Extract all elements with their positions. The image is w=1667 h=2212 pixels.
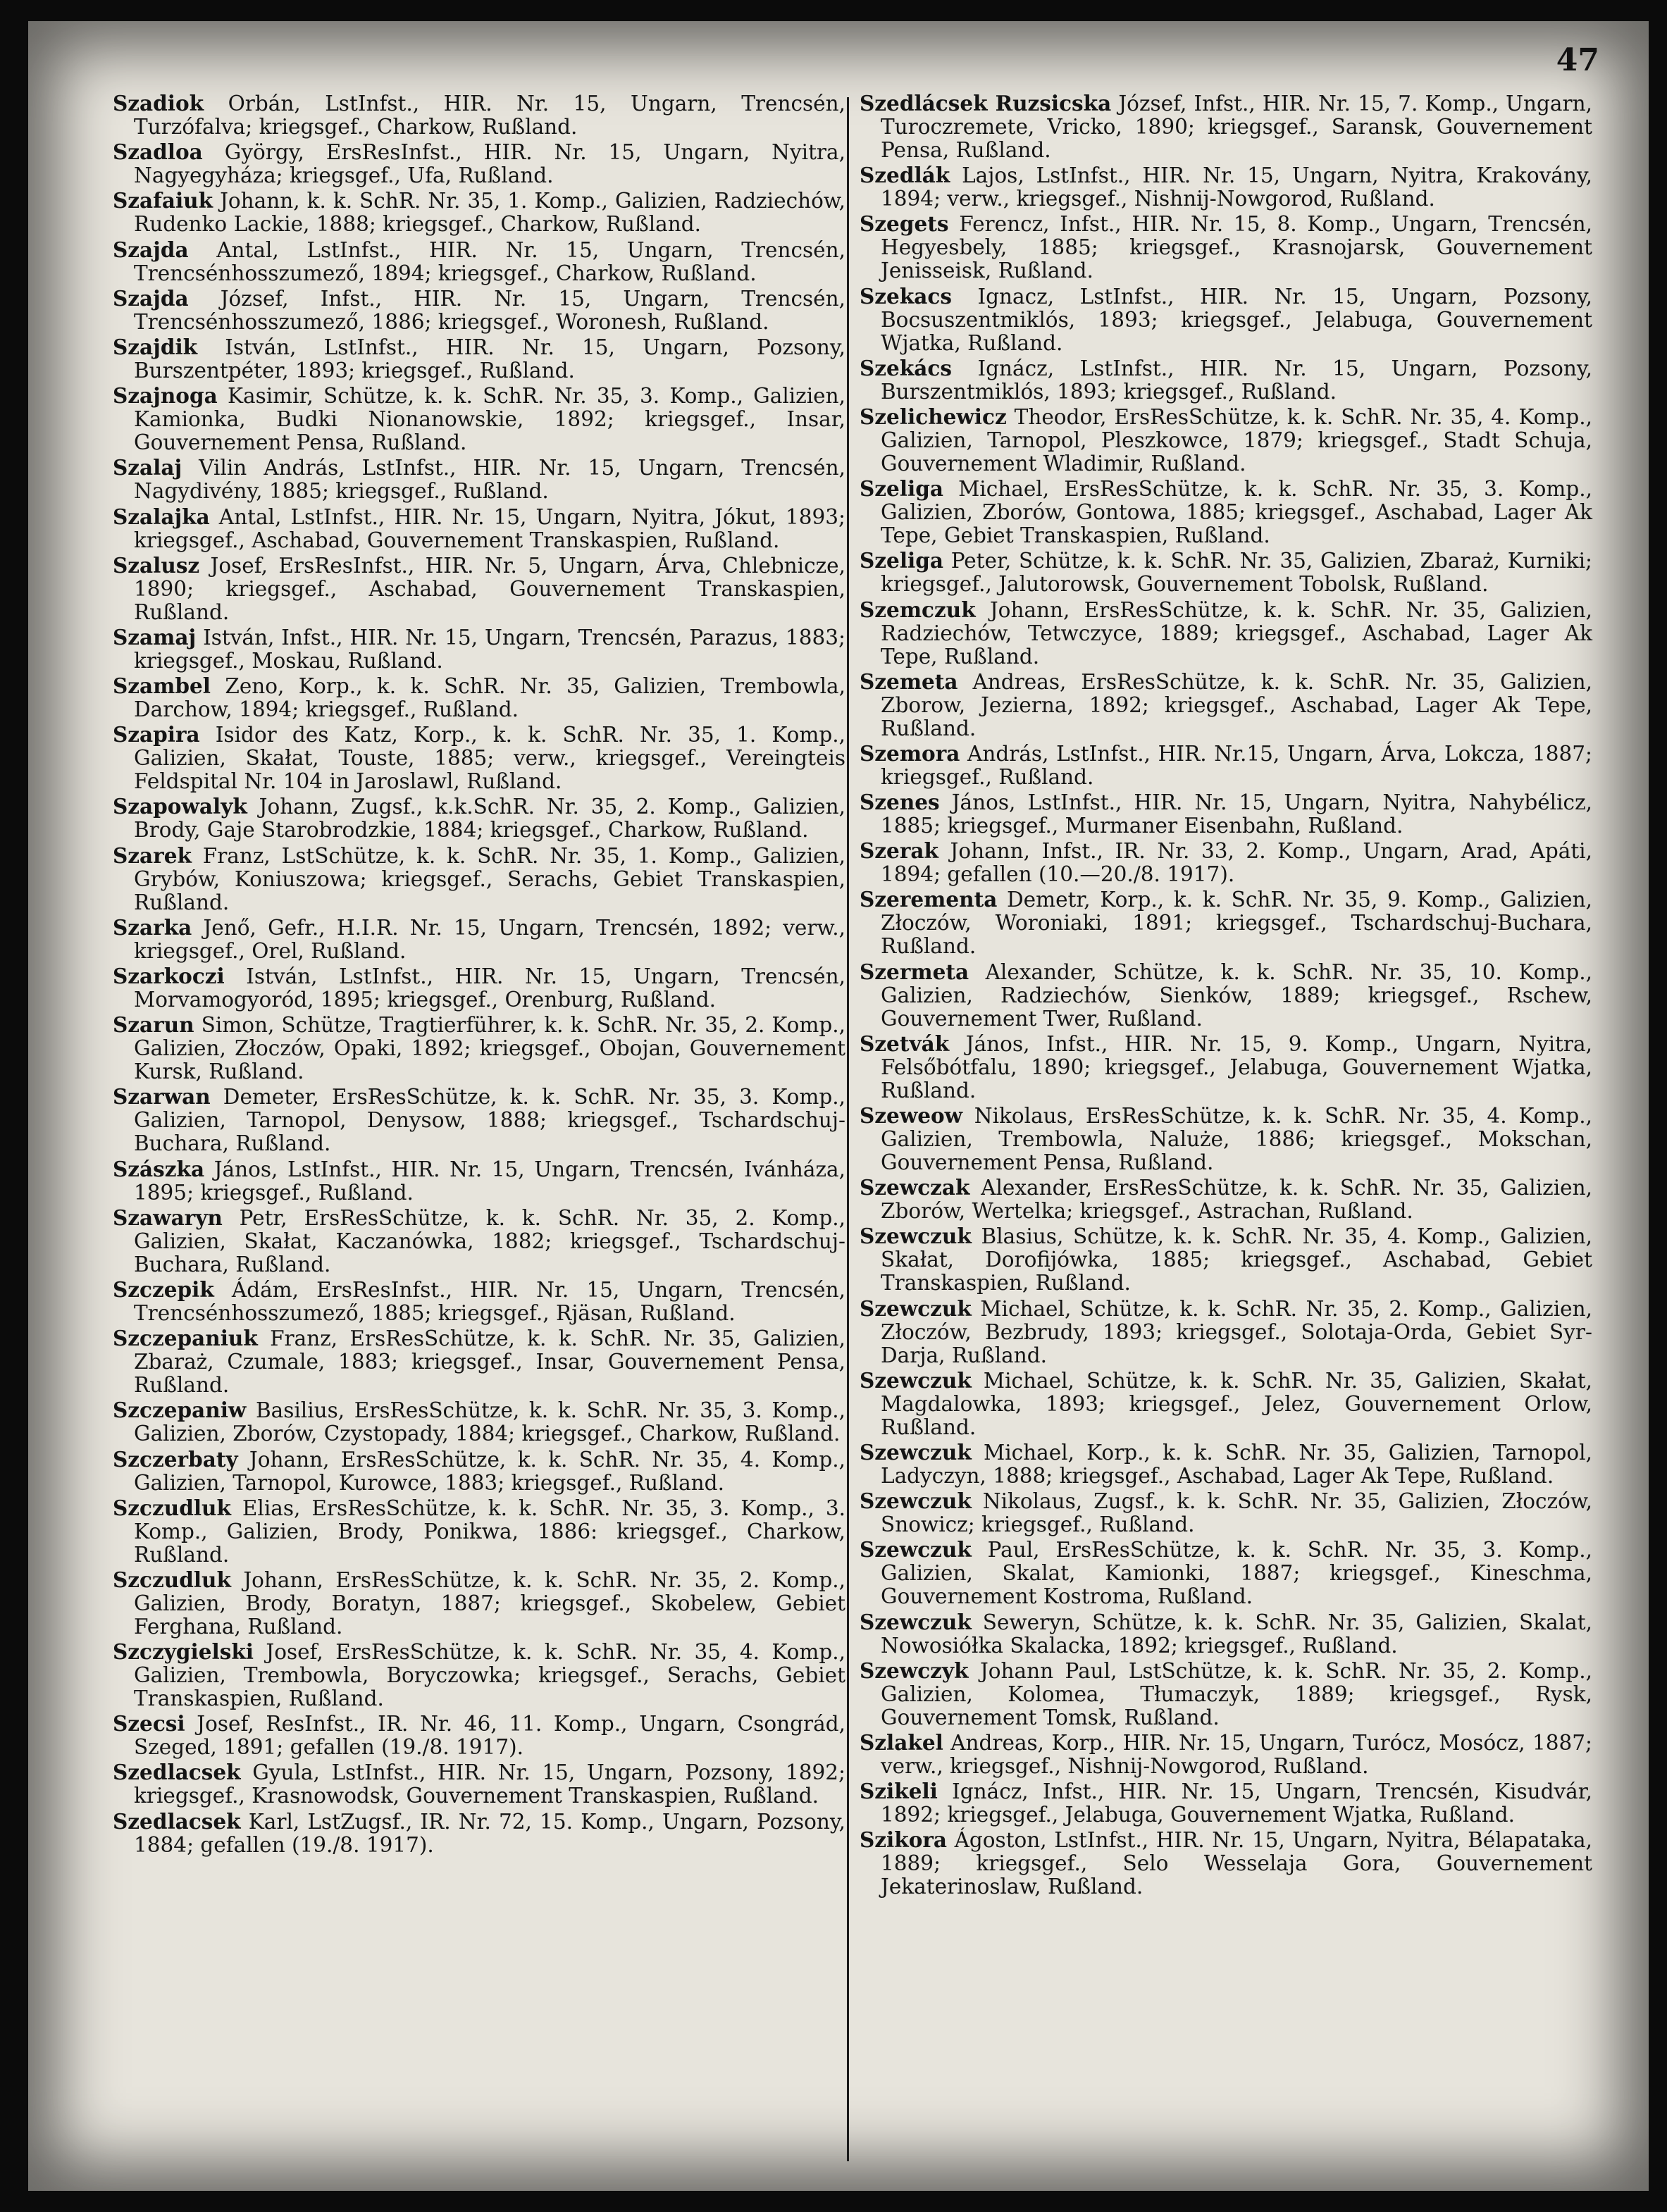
entry-surname: Szewczuk <box>860 1609 972 1634</box>
entry-surname: Szadloa <box>113 139 203 165</box>
casualty-entry <box>113 238 845 285</box>
entry-surname: Szedlácsek Ruzsicska <box>860 91 1112 116</box>
entry-surname: Szajdik <box>113 334 198 359</box>
casualty-entry <box>113 964 845 1012</box>
casualty-entry <box>860 477 1592 547</box>
casualty-entry <box>113 1568 845 1639</box>
entry-details: Blasius, Schütze, k. k. SchR. Nr. 35, 4. Komp., Galizien, Skałat, Dorofijówka, 1885; kriegsgef., Aschabad, Gebiet Transkaspien, Rußland. <box>881 1224 1592 1295</box>
casualty-entry <box>113 795 845 842</box>
entry-surname: Szapira <box>113 722 200 747</box>
entry-details: Josef, ErsResInfst., HIR. Nr. 5, Ungarn, Árva, Chlebnicze, 1890; kriegsgef., Aschabad, Gouvernement Transkaspien, Rußland. <box>134 553 845 624</box>
entry-surname: Szedlacsek <box>113 1808 241 1834</box>
page-number: 47 <box>1556 42 1599 78</box>
casualty-entry <box>860 1032 1592 1102</box>
entry-surname: Szafaiuk <box>113 188 213 213</box>
casualty-entry <box>113 1640 845 1710</box>
casualty-entry <box>860 1731 1592 1778</box>
entry-details: Michael, Schütze, k. k. SchR. Nr. 35, 2. Komp., Galizien, Złoczów, Bezbrudy, 1893; kriegsgef., Solotaja-Orda, Gebiet Syr-Darja, Rußland. <box>881 1296 1592 1367</box>
entry-details: Josef, ErsResSchütze, k. k. SchR. Nr. 35, 4. Komp., Galizien, Trembowla, Boryczowka; kriegsgef., Serachs, Gebiet Transkaspien, Rußland. <box>134 1640 845 1711</box>
entry-details: Andreas, ErsResSchütze, k. k. SchR. Nr. 35, Galizien, Zborow, Jezierna, 1892; kriegsgef., Aschabad, Lager Ak Tepe, Rußland. <box>881 669 1592 740</box>
entry-surname: Szawaryn <box>113 1205 223 1230</box>
casualty-entry <box>860 1369 1592 1439</box>
casualty-entry <box>860 670 1592 740</box>
casualty-entry <box>113 916 845 963</box>
entry-surname: Szedlacsek <box>113 1760 241 1785</box>
casualty-entry <box>113 505 845 552</box>
entry-details: Johann, Zugsf., k.k.SchR. Nr. 35, 2. Komp., Galizien, Brody, Gaje Starobrodzkie, 1884; kriegsgef., Charkow, Rußland. <box>134 795 845 843</box>
casualty-entry <box>113 456 845 503</box>
entry-details: Andreas, Korp., HIR. Nr. 15, Ungarn, Turócz, Mosócz, 1887; verw., kriegsgef., Nishnij-Nowgorod, Rußland. <box>881 1730 1592 1778</box>
entry-details: Vilin András, LstInfst., HIR. Nr. 15, Ungarn, Trencsén, Nagydivény, 1885; kriegsgef., Rußland. <box>134 456 845 504</box>
entry-surname: Szewczyk <box>860 1658 969 1683</box>
entry-details: Michael, Schütze, k. k. SchR. Nr. 35, Galizien, Skałat, Magdalowka, 1893; kriegsgef., Jelez, Gouvernement Orlow, Rußland. <box>881 1368 1592 1439</box>
entry-surname: Szewczuk <box>860 1295 972 1321</box>
entry-details: Ignacz, LstInfst., HIR. Nr. 15, Ungarn, Pozsony, Bocsuszentmiklós, 1893; kriegsgef., Jelabuga, Gouvernement Wjatka, Rußland. <box>881 284 1592 355</box>
entry-details: János, LstInfst., HIR. Nr. 15, Ungarn, Trencsén, Ivánháza, 1895; kriegsgef., Rußland. <box>134 1157 845 1205</box>
casualty-entry <box>113 1760 845 1808</box>
entry-details: István, LstInfst., HIR. Nr. 15, Ungarn, Trencsén, Morvamogyoród, 1895; kriegsgef., Orenburg, Rußland. <box>134 964 845 1012</box>
entry-details: Demetr, Korp., k. k. SchR. Nr. 35, 9. Komp., Galizien, Złoczów, Woroniaki, 1891; kriegsgef., Tschardschuj-Buchara, Rußland. <box>881 888 1592 959</box>
casualty-entry <box>113 723 845 793</box>
entry-details: Franz, ErsResSchütze, k. k. SchR. Nr. 35, Galizien, Zbaraż, Czumale, 1883; kriegsgef., Insar, Gouvernement Pensa, Rußland. <box>134 1326 845 1398</box>
entry-details: József, Infst., HIR. Nr. 15, 7. Komp., Ungarn, Turoczremete, Vricko, 1890; kriegsgef., Saransk, Gouvernement Pensa, Rußland. <box>881 92 1592 162</box>
casualty-entry <box>113 674 845 721</box>
entry-surname: Szerak <box>860 838 938 864</box>
entry-details: Nikolaus, ErsResSchütze, k. k. SchR. Nr. 35, 4. Komp., Galizien, Trembowla, Nalużе, 1886; kriegsgef., Mokschan, Gouvernement Pensa, Rußland. <box>881 1104 1592 1174</box>
entry-details: Demeter, ErsResSchütze, k. k. SchR. Nr. 35, 3. Komp., Galizien, Tarnopol, Denysow, 1888; kriegsgef., Tschardschuj-Buchara, Rußland. <box>134 1085 845 1156</box>
entry-details: Franz, LstSchütze, k. k. SchR. Nr. 35, 1. Komp., Galizien, Grybów, Koniuszowa; kriegsgef., Serachs, Gebiet Transkaspien, Rußland. <box>134 843 845 914</box>
casualty-entry <box>113 92 845 139</box>
entry-details: István, Infst., HIR. Nr. 15, Ungarn, Trencsén, Parazus, 1883; kriegsgef., Moskau, Rußland. <box>134 625 845 673</box>
entry-details: Josef, ResInfst., IR. Nr. 46, 11. Komp., Ungarn, Csongrád, Szeged, 1891; gefallen (19./8. 1917). <box>134 1712 845 1760</box>
entry-surname: Szewczuk <box>860 1537 972 1562</box>
casualty-entry <box>113 1712 845 1759</box>
entry-surname: Szczepaniw <box>113 1398 247 1423</box>
casualty-entry <box>113 844 845 914</box>
entry-details: János, Infst., HIR. Nr. 15, 9. Komp., Ungarn, Nyitra, Felsőbótfalu, 1890; kriegsgef., Jelabuga, Gouvernement Wjatka, Rußland. <box>881 1031 1592 1102</box>
entry-surname: Szikora <box>860 1827 948 1853</box>
entry-details: Antal, LstInfst., HIR. Nr. 15, Ungarn, Nyitra, Jókut, 1893; kriegsgef., Aschabad, Gouvernement Transkaspien, Rußland. <box>134 504 845 552</box>
casualty-entry <box>860 1828 1592 1899</box>
entry-details: Simon, Schütze, Tragtierführer, k. k. SchR. Nr. 35, 2. Komp., Galizien, Złoczów, Opaki, 1892; kriegsgef., Obojan, Gouvernement Kursk, Rußland. <box>134 1013 845 1084</box>
casualty-entry <box>113 140 845 187</box>
entry-details: Michael, Korp., k. k. SchR. Nr. 35, Galizien, Tarnopol, Ladyczyn, 1888; kriegsgef., Aschabad, Lager Ak Tepe, Rußland. <box>881 1440 1592 1488</box>
casualty-entry <box>113 1398 845 1446</box>
casualty-entry <box>860 549 1592 596</box>
entry-surname: Szermeta <box>860 959 969 984</box>
entry-details: Orbán, LstInfst., HIR. Nr. 15, Ungarn, Trencsén, Turzófalva; kriegsgef., Charkow, Rußland. <box>134 92 845 139</box>
document-page <box>28 21 1649 2191</box>
casualty-entry <box>113 1157 845 1205</box>
casualty-entry <box>860 212 1592 282</box>
entry-surname: Szalajka <box>113 504 210 529</box>
entry-details: György, ErsResInfst., HIR. Nr. 15, Ungarn, Nyitra, Nagyegyháza; kriegsgef., Ufa, Rußland. <box>134 140 845 188</box>
entry-surname: Szeliga <box>860 476 943 502</box>
casualty-entry <box>860 1779 1592 1827</box>
entry-details: Karl, LstZugsf., IR. Nr. 72, 15. Komp., Ungarn, Pozsony, 1884; gefallen (19./8. 1917). <box>134 1809 845 1857</box>
entry-surname: Szczudluk <box>113 1567 231 1592</box>
entry-surname: Szewczak <box>860 1175 970 1200</box>
entry-surname: Szczudluk <box>113 1495 231 1520</box>
entry-details: Paul, ErsResSchütze, k. k. SchR. Nr. 35, 3. Komp., Galizien, Skalat, Kamionki, 1887; kriegsgef., Kineschma, Gouvernement Kostroma, Rußland. <box>881 1538 1592 1609</box>
entry-surname: Szecsi <box>113 1711 185 1736</box>
casualty-entry <box>860 285 1592 355</box>
entry-details: Johann, ErsResSchütze, k. k. SchR. Nr. 35, Galizien, Radziechów, Tetwczyce, 1889; kriegsgef., Aschabad, Lager Ak Tepe, Rußland. <box>881 597 1592 669</box>
casualty-entry <box>113 1326 845 1397</box>
entry-surname: Szetvák <box>860 1031 950 1056</box>
casualty-entry <box>860 405 1592 476</box>
entry-details: Johann, ErsResSchütze, k. k. SchR. Nr. 35, 4. Komp., Galizien, Tarnopol, Kurowce, 1883; kriegsgef., Rußland. <box>134 1447 845 1495</box>
entry-surname: Szewczuk <box>860 1439 972 1465</box>
entry-details: Johann, ErsResSchütze, k. k. SchR. Nr. 35, 2. Komp., Galizien, Brody, Boratyn, 1887; kriegsgef., Skobelew, Gebiet Ferghana, Rußland. <box>134 1567 845 1639</box>
entry-details: Alexander, Schütze, k. k. SchR. Nr. 35, 10. Komp., Galizien, Radziechów, Sienków, 1889; kriegsgef., Rschew, Gouvernement Twer, Rußland. <box>881 959 1592 1031</box>
entry-details: Theodor, ErsResSchütze, k. k. SchR. Nr. 35, 4. Komp., Galizien, Tarnopol, Pleszkowce, 1879; kriegsgef., Stadt Schuja, Gouvernement Wladimir, Rußland. <box>881 404 1592 476</box>
entry-surname: Szajda <box>113 237 189 262</box>
entry-surname: Szemeta <box>860 669 958 694</box>
entry-surname: Szewczuk <box>860 1367 972 1393</box>
entry-surname: Szajnoga <box>113 383 218 409</box>
entry-surname: Szarek <box>113 843 192 868</box>
casualty-entry <box>860 92 1592 162</box>
entry-surname: Szalaj <box>113 455 182 480</box>
entry-surname: Szeliga <box>860 548 943 573</box>
casualty-entry <box>113 1278 845 1325</box>
entry-surname: Szamaj <box>113 624 197 650</box>
entry-details: András, LstInfst., HIR. Nr.15, Ungarn, Árva, Lokcza, 1887; kriegsgef., Rußland. <box>881 741 1592 789</box>
casualty-entry <box>113 384 845 454</box>
casualty-entry <box>113 1448 845 1495</box>
casualty-entry <box>860 1297 1592 1367</box>
casualty-entry <box>860 888 1592 958</box>
casualty-entry <box>113 626 845 673</box>
entry-surname: Szczepik <box>113 1276 214 1302</box>
entry-surname: Szenes <box>860 790 940 815</box>
casualty-entry <box>860 1224 1592 1295</box>
entry-details: István, LstInfst., HIR. Nr. 15, Ungarn, Pozsony, Burszentpéter, 1893; kriegsgef., Rußland. <box>134 335 845 383</box>
entry-details: Ferencz, Infst., HIR. Nr. 15, 8. Komp., Ungarn, Trencsén, Hegyesbely, 1885; kriegsgef., Krasnojarsk, Gouvernement Jenisseisk, Rußland. <box>881 212 1592 283</box>
entry-details: Gyula, LstInfst., HIR. Nr. 15, Ungarn, Pozsony, 1892; kriegsgef., Krasnowodsk, Gouvernement Transkaspien, Rußland. <box>134 1760 845 1808</box>
entry-surname: Szczygielski <box>113 1639 254 1665</box>
casualty-entry <box>860 163 1592 211</box>
entry-surname: Szerementa <box>860 887 998 912</box>
entry-surname: Szekács <box>860 355 952 380</box>
casualty-entry <box>113 1085 845 1155</box>
entry-surname: Szedlák <box>860 163 950 188</box>
entry-details: Johann, k. k. SchR. Nr. 35, 1. Komp., Galizien, Radziechów, Rudenko Lackie, 1888; kriegsgef., Charkow, Rußland. <box>134 189 845 237</box>
entry-surname: Szewczuk <box>860 1489 972 1514</box>
entry-details: János, LstInfst., HIR. Nr. 15, Ungarn, Nyitra, Nahybélicz, 1885; kriegsgef., Murmaner Eisenbahn, Rußland. <box>881 790 1592 838</box>
right-column <box>860 92 1592 1900</box>
entry-surname: Szekacs <box>860 283 952 309</box>
casualty-entry <box>860 1489 1592 1536</box>
entry-surname: Szarwan <box>113 1084 211 1110</box>
entry-details: Elias, ErsResSchütze, k. k. SchR. Nr. 35, 3. Komp., 3. Komp., Galizien, Brody, Ponikwa, 1886: kriegsgef., Charkow, Rußland. <box>134 1496 845 1567</box>
casualty-entry <box>860 598 1592 669</box>
entry-surname: Szarun <box>113 1012 194 1038</box>
entry-details: Antal, LstInfst., HIR. Nr. 15, Ungarn, Trencsén, Trencsénhosszumező, 1894; kriegsgef., Charkow, Rußland. <box>134 237 845 285</box>
entry-surname: Szajda <box>113 285 189 311</box>
casualty-entry <box>113 335 845 383</box>
entry-details: Basilius, ErsResSchütze, k. k. SchR. Nr. 35, 3. Komp., Galizien, Zborów, Czystopady, 1884; kriegsgef., Charkow, Rußland. <box>134 1398 845 1446</box>
entry-details: Johann, Infst., IR. Nr. 33, 2. Komp., Ungarn, Arad, Apáti, 1894; gefallen (10.—20./8. 1917). <box>881 839 1592 887</box>
casualty-entry <box>860 790 1592 838</box>
entry-details: Kasimir, Schütze, k. k. SchR. Nr. 35, 3. Komp., Galizien, Kamionka, Budki Nionanowskie, 1892; kriegsgef., Insar, Gouvernement Pensa, Rußland. <box>134 384 845 455</box>
entry-surname: Szczerbaty <box>113 1446 238 1472</box>
entry-details: Jenő, Gefr., H.I.R. Nr. 15, Ungarn, Trencsén, 1892; verw., kriegsgef., Orel, Rußland. <box>134 915 845 963</box>
entry-details: Petr, ErsResSchütze, k. k. SchR. Nr. 35, 2. Komp., Galizien, Skałat, Kaczanówka, 1882; kriegsgef., Tschardschuj-Buchara, Rußland. <box>134 1205 845 1276</box>
entry-surname: Szapowalyk <box>113 794 247 819</box>
entry-surname: Szegets <box>860 211 949 237</box>
entry-details: Ágoston, LstInfst., HIR. Nr. 15, Ungarn, Nyitra, Bélapataka, 1889; kriegsgef., Selo Wesselaja Gora, Gouvernement Jekaterinoslaw, Rußland. <box>881 1828 1592 1899</box>
casualty-entry <box>113 1496 845 1567</box>
entry-details: Zeno, Korp., k. k. SchR. Nr. 35, Galizien, Trembowla, Darchow, 1894; kriegsgef., Rußland. <box>134 674 845 722</box>
entry-details: Ignácz, Infst., HIR. Nr. 15, Ungarn, Trencsén, Kisudvár, 1892; kriegsgef., Jelabuga, Gouvernement Wjatka, Rußland. <box>881 1779 1592 1827</box>
entry-details: Alexander, ErsResSchütze, k. k. SchR. Nr. 35, Galizien, Zborów, Wertelka; kriegsgef., Astrachan, Rußland. <box>881 1176 1592 1224</box>
column-divider <box>847 97 849 2161</box>
casualty-entry <box>860 1176 1592 1223</box>
entry-details: Michael, ErsResSchütze, k. k. SchR. Nr. 35, 3. Komp., Galizien, Zborów, Gontowa, 1885; kriegsgef., Aschabad, Lager Ak Tepe, Gebiet Transkaspien, Rußland. <box>881 477 1592 548</box>
entry-surname: Szeweow <box>860 1103 963 1128</box>
entry-surname: Szalusz <box>113 552 200 578</box>
entry-details: Ignácz, LstInfst., HIR. Nr. 15, Ungarn, Pozsony, Burszentmiklós, 1893; kriegsgef., Rußland. <box>881 356 1592 404</box>
casualty-entry <box>113 1206 845 1276</box>
entry-details: Lajos, LstInfst., HIR. Nr. 15, Ungarn, Nyitra, Krakovány, 1894; verw., kriegsgef., Nishnij-Nowgorod, Rußland. <box>881 163 1592 211</box>
entry-details: Ádám, ErsResInfst., HIR. Nr. 15, Ungarn, Trencsén, Trencsénhosszumező, 1885; kriegsgef., Rjäsan, Rußland. <box>134 1277 845 1325</box>
casualty-entry <box>860 1610 1592 1658</box>
entry-surname: Szadiok <box>113 91 204 116</box>
casualty-entry <box>113 189 845 236</box>
entry-details: Johann Paul, LstSchütze, k. k. SchR. Nr. 35, 2. Komp., Galizien, Kolomea, Tłumaczyk, 1889; kriegsgef., Rysk, Gouvernement Tomsk, Rußland. <box>881 1658 1592 1729</box>
entry-surname: Szarkoczi <box>113 964 225 988</box>
casualty-entry <box>860 356 1592 404</box>
casualty-entry <box>113 1810 845 1857</box>
entry-details: Seweryn, Schütze, k. k. SchR. Nr. 35, Galizien, Skalat, Nowosiółka Skalacka, 1892; kriegsgef., Rußland. <box>881 1610 1592 1658</box>
entry-surname: Szászka <box>113 1156 205 1181</box>
casualty-entry <box>860 1538 1592 1608</box>
entry-surname: Szarka <box>113 914 192 940</box>
casualty-entry <box>113 1013 845 1083</box>
entry-surname: Szczepaniuk <box>113 1326 258 1351</box>
entry-surname: Szikeli <box>860 1779 938 1804</box>
entry-surname: Szelichewicz <box>860 404 1007 429</box>
casualty-entry <box>860 960 1592 1031</box>
entry-surname: Szemczuk <box>860 597 976 622</box>
casualty-entry <box>113 554 845 624</box>
entry-details: Peter, Schütze, k. k. SchR. Nr. 35, Galizien, Zbaraż, Kurniki; kriegsgef., Jalutorowsk, Gouvernement Tobolsk, Rußland. <box>881 549 1592 597</box>
casualty-entry <box>113 287 845 334</box>
entry-surname: Szambel <box>113 673 211 699</box>
entry-details: Nikolaus, Zugsf., k. k. SchR. Nr. 35, Galizien, Złoczów, Snowicz; kriegsgef., Rußland. <box>881 1489 1592 1537</box>
casualty-entry <box>860 1659 1592 1729</box>
casualty-entry <box>860 1441 1592 1488</box>
entry-details: Isidor des Katz, Korp., k. k. SchR. Nr. 35, 1. Komp., Galizien, Skałat, Touste, 1885; verw., kriegsgef., Vereingteis Feldspital Nr. 104 in Jaroslawl, Rußland. <box>134 723 845 794</box>
casualty-entry <box>860 839 1592 886</box>
entry-surname: Szemora <box>860 740 960 766</box>
left-column <box>113 92 845 1858</box>
entry-details: József, Infst., HIR. Nr. 15, Ungarn, Trencsén, Trencsénhosszumező, 1886; kriegsgef., Woronesh, Rußland. <box>134 286 845 334</box>
casualty-entry <box>860 1104 1592 1174</box>
entry-surname: Szewczuk <box>860 1224 972 1249</box>
casualty-entry <box>860 742 1592 789</box>
entry-surname: Szlakel <box>860 1729 943 1755</box>
